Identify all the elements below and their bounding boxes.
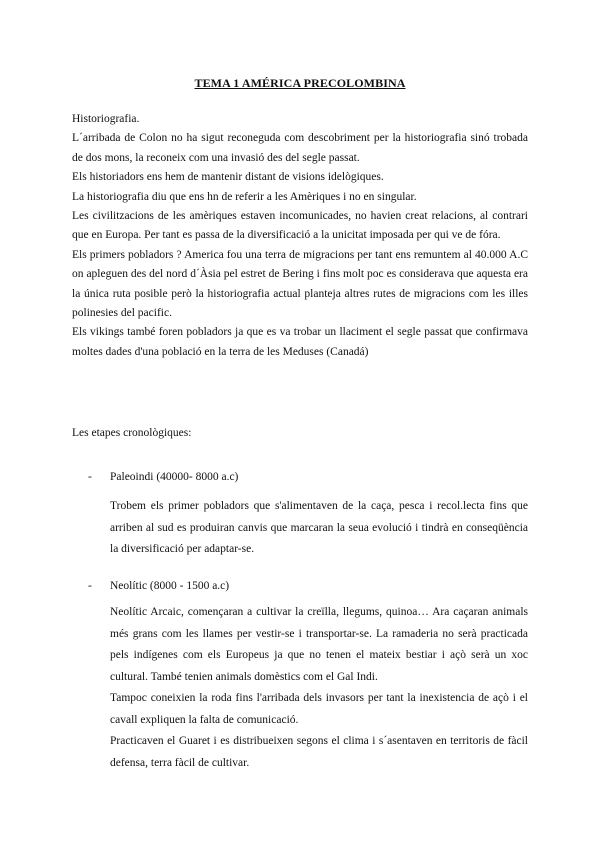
paragraph-historiadors: Els historiadors ens hem de mantenir distant de visions idelògiques. xyxy=(72,171,384,184)
list-bullet: - xyxy=(88,471,92,483)
paragraph-arribada-colon: L´arribada de Colon no ha sigut reconeguda com descobriment per la historiografia sinó trobada de dos mons, la reconeix com una invasió des del segle passat. xyxy=(72,132,528,164)
stage-paragraph: Trobem els primer pobladors que s'alimentaven de la caça, pesca i recol.lecta fins que arriben al sud es produiran canvis que marcaran la seua evolució i tindrà en conseqüència la diversificació per adaptar-se. xyxy=(110,500,528,555)
stage-heading-neolitic xyxy=(88,580,229,592)
intro-text xyxy=(72,110,528,362)
paragraph-historiografia: Historiografia. xyxy=(72,113,140,125)
stage-paragraph: Tampoc coneixien la roda fins l'arribada dels invasors per tant la inexistencia de açò i el cavall expliquen la falta de comunicació. xyxy=(110,692,528,726)
paragraph-civilitzacions: Les civilitzacions de les amèriques estaven incomunicades, no havien creat relacions, al contrari que en Europa. Per tant es passa de la diversificació a la unicitat imposada per qui ve de fóra. xyxy=(72,210,528,242)
stage-paragraph: Neolític Arcaic, començaran a cultivar la creïlla, llegums, quinoa… Ara caçaran animals més grans com les llames per vestir-se i transportar-se. La ramaderia no serà practicada pels indígenes com els Europeus ja que no tenen el mateix bestiar i açò serà un xoc cultural. També tenien animals domèstics com el Gal Indi. xyxy=(110,606,528,683)
paragraph-primers-pobladors: Els primers pobladors ? America fou una terra de migracions per tant ens remuntem al 40.000 A.C on apleguen des del nord d´Àsia pel estret de Bering i fins molt poc es considerava que aquesta era la única ruta posible però la historiografia actual planteja altres rutes de migracions com les illes polinesies del pacific. xyxy=(72,248,528,320)
stages-label: Les etapes cronològiques: xyxy=(72,427,192,439)
stage-text-neolitic xyxy=(110,602,528,774)
stage-heading-paleoindi xyxy=(88,471,238,483)
paragraph-americas-plural: La historiografia diu que ens hn de referir a les Amèriques i no en singular. xyxy=(72,190,417,203)
paragraph-vikings: Els vikings també foren pobladors ja que es va trobar un llaciment el segle passat que confirmava moltes dades d'una població en la terra de les Meduses (Canadá) xyxy=(72,326,528,358)
stage-title: Paleoindi (40000- 8000 a.c) xyxy=(110,471,239,483)
stage-title: Neolític (8000 - 1500 a.c) xyxy=(110,580,230,592)
stage-text-paleoindi xyxy=(110,496,528,561)
list-bullet: - xyxy=(88,580,92,592)
document-title: TEMA 1 AMÉRICA PRECOLOMBINA xyxy=(194,76,406,90)
stage-paragraph: Practicaven el Guaret i es distribueixen segons el clima i s´asentaven en territoris de fàcil defensa, terra fàcil de cultivar. xyxy=(110,735,528,769)
